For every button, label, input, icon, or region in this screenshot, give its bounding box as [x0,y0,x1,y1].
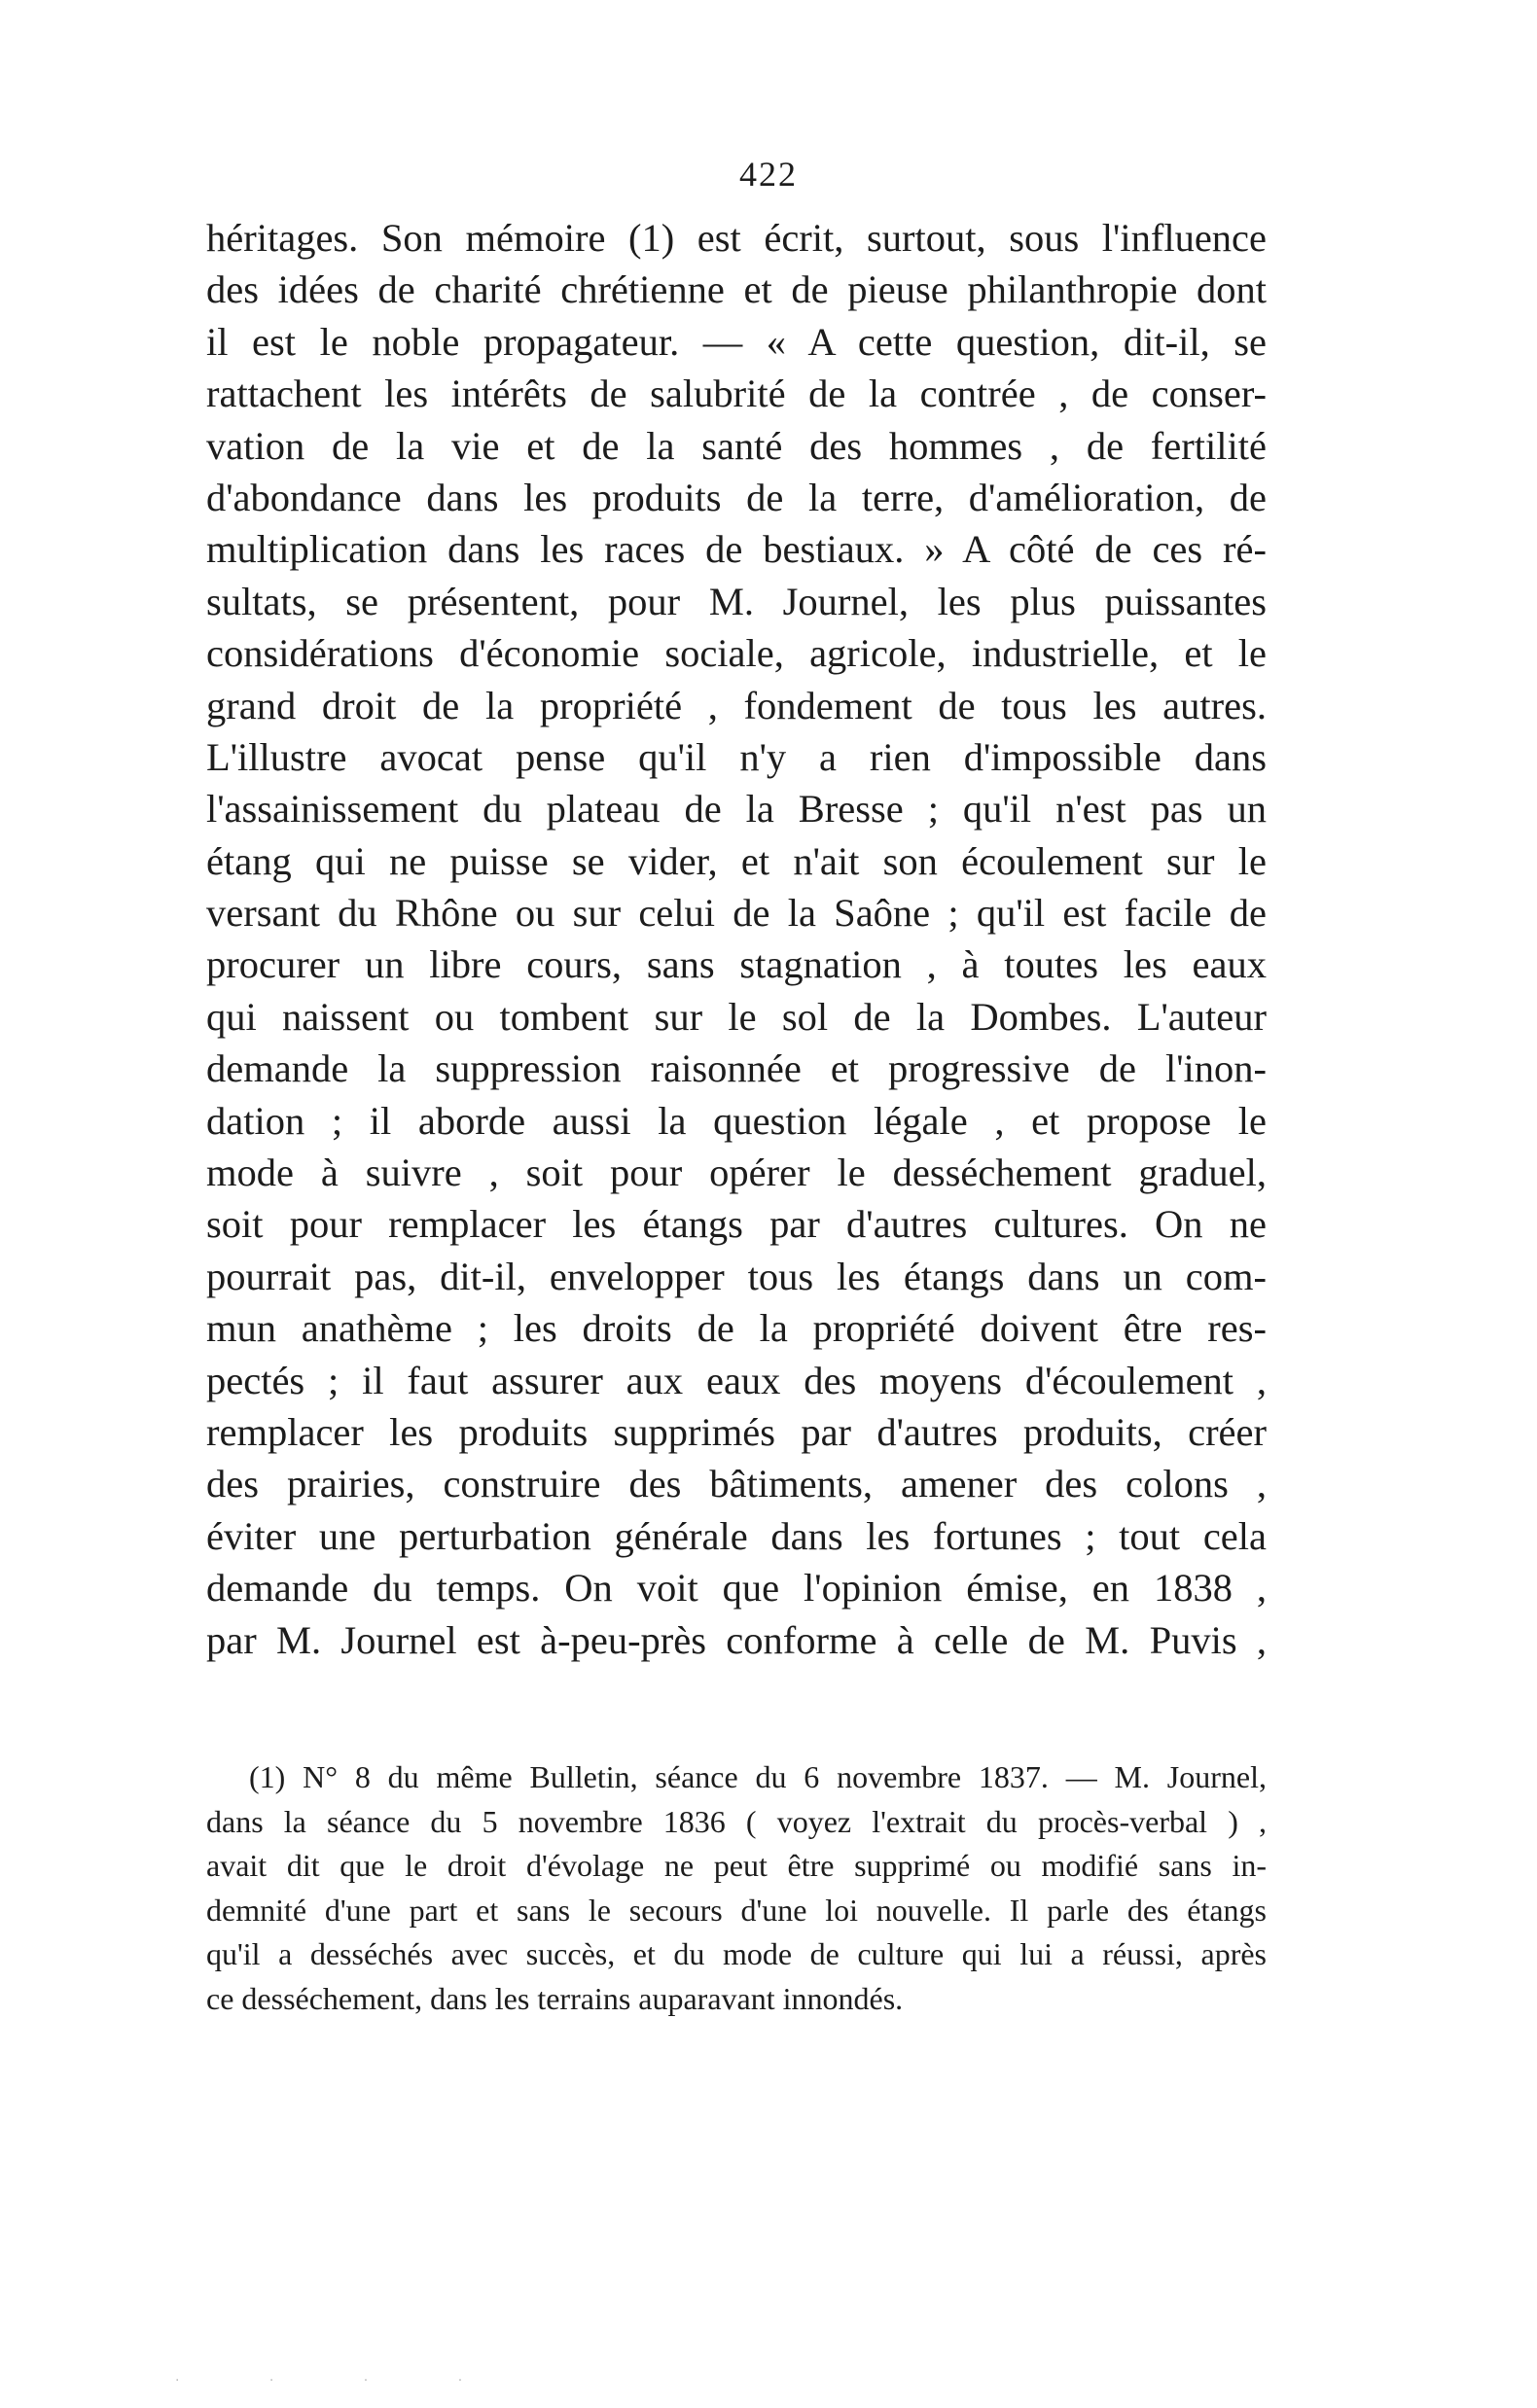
scan-marks: · · · · [175,2373,506,2389]
footnote-line: ce desséchement, dans les terrains auparavant innondés. [206,1980,904,2016]
text-line: considérations d'économie sociale, agricole, industrielle, et le [206,631,1267,676]
text-line: L'illustre avocat pense qu'il n'y a rien d'impossible dans [206,734,1267,779]
text-line: remplacer les produits supprimés par d'autres produits, créer [206,1409,1267,1454]
footnote-line: demnité d'une part et sans le secours d'une loi nouvelle. Il parle des étangs [206,1892,1267,1928]
text-line: éviter une perturbation générale dans les fortunes ; tout cela [206,1513,1267,1558]
text-line: mode à suivre , soit pour opérer le desséchement graduel, [206,1151,1267,1195]
main-text [206,212,1267,1666]
footnote-line: dans la séance du 5 novembre 1836 ( voyez l'extrait du procès-verbal ) , [206,1803,1267,1839]
page-number: 422 [739,155,798,194]
text-line: dation ; il aborde aussi la question légale , et propose le [206,1098,1267,1143]
text-line: sultats, se présentent, pour M. Journel, les plus puissantes [206,579,1267,623]
text-line: procurer un libre cours, sans stagnation , à toutes les eaux [206,942,1267,987]
text-line: des idées de charité chrétienne et de pieuse philanthropie dont [206,267,1267,312]
text-line: demande la suppression raisonnée et progressive de l'inon- [206,1046,1267,1091]
text-line: grand droit de la propriété , fondement de tous les autres. [206,683,1267,727]
text-line: étang qui ne puisse se vider, et n'ait son écoulement sur le [206,838,1267,883]
text-line: il est le noble propagateur. — « A cette question, dit-il, se [206,319,1267,364]
text-line: d'abondance dans les produits de la terre, d'amélioration, de [206,475,1267,519]
text-line: pectés ; il faut assurer aux eaux des moyens d'écoulement , [206,1358,1267,1402]
text-line: qui naissent ou tombent sur le sol de la Dombes. L'auteur [206,994,1267,1039]
text-line: par M. Journel est à-peu-près conforme à celle de M. Puvis , [206,1617,1267,1662]
text-line: héritages. Son mémoire (1) est écrit, surtout, sous l'influence [206,216,1267,260]
footnote [206,1755,1267,2022]
text-line: versant du Rhône ou sur celui de la Saône ; qu'il est facile de [206,891,1267,936]
text-line: multiplication dans les races de bestiaux. » A côté de ces ré- [206,527,1267,572]
text-line: pourrait pas, dit-il, envelopper tous les étangs dans un com- [206,1254,1267,1298]
text-line: demande du temps. On voit que l'opinion émise, en 1838 , [206,1566,1267,1611]
footnote-line: avait dit que le droit d'évolage ne peut être supprimé ou modifié sans in- [206,1848,1267,1884]
text-line: mun anathème ; les droits de la propriété doivent être res- [206,1306,1267,1351]
text-line: l'assainissement du plateau de la Bresse ; qu'il n'est pas un [206,787,1267,832]
text-line: vation de la vie et de la santé des hommes , de fertilité [206,423,1267,468]
text-line: soit pour remplacer les étangs par d'autres cultures. On ne [206,1202,1267,1247]
text-line: rattachent les intérêts de salubrité de la contrée , de conser- [206,372,1267,416]
footnote-line: (1) N° 8 du même Bulletin, séance du 6 novembre 1837. — M. Journel, [249,1759,1267,1794]
text-line: des prairies, construire des bâtiments, amener des colons , [206,1462,1267,1506]
footnote-line: qu'il a desséchés avec succès, et du mode de culture qui lui a réussi, après [206,1936,1267,1972]
